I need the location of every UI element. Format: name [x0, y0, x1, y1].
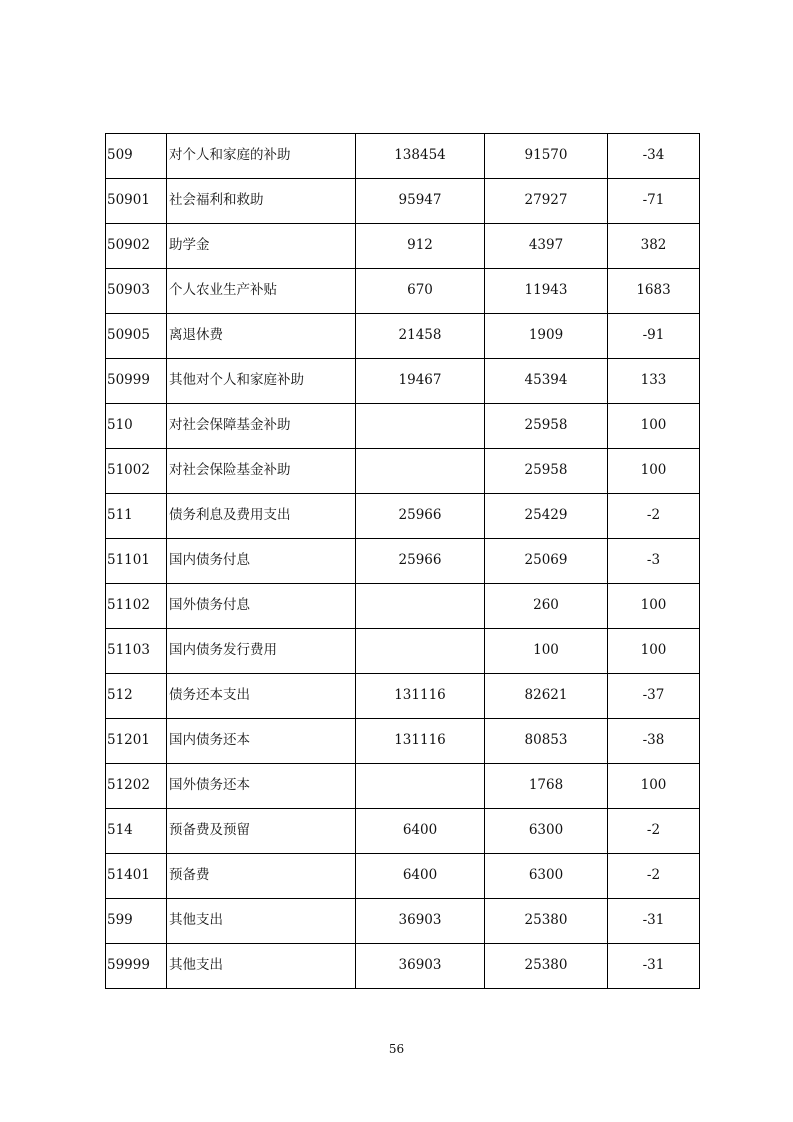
- cell-code: 51102: [106, 584, 167, 629]
- cell-change: -91: [608, 314, 700, 359]
- table-row: [106, 584, 700, 629]
- cell-value-2: 91570: [485, 134, 608, 179]
- cell-value-1: [356, 584, 485, 629]
- table-row: [106, 629, 700, 674]
- cell-change: -71: [608, 179, 700, 224]
- cell-value-2: 80853: [485, 719, 608, 764]
- cell-code: 51002: [106, 449, 167, 494]
- cell-value-2: 25429: [485, 494, 608, 539]
- cell-name: 社会福利和救助: [167, 179, 356, 224]
- cell-name: 助学金: [167, 224, 356, 269]
- budget-table: [105, 133, 700, 989]
- table-row: [106, 314, 700, 359]
- table-row: [106, 404, 700, 449]
- cell-change: 133: [608, 359, 700, 404]
- table-row: [106, 359, 700, 404]
- cell-code: 509: [106, 134, 167, 179]
- cell-change: -37: [608, 674, 700, 719]
- cell-change: -2: [608, 494, 700, 539]
- cell-value-1: [356, 404, 485, 449]
- cell-value-1: 670: [356, 269, 485, 314]
- table-row: [106, 134, 700, 179]
- cell-value-2: 6300: [485, 854, 608, 899]
- cell-code: 50903: [106, 269, 167, 314]
- cell-value-2: 25380: [485, 899, 608, 944]
- table-row: [106, 539, 700, 584]
- table-row: [106, 944, 700, 989]
- cell-code: 51401: [106, 854, 167, 899]
- cell-value-1: 36903: [356, 899, 485, 944]
- cell-value-2: 25958: [485, 449, 608, 494]
- cell-value-1: 36903: [356, 944, 485, 989]
- cell-value-2: 27927: [485, 179, 608, 224]
- cell-code: 51201: [106, 719, 167, 764]
- cell-value-2: 82621: [485, 674, 608, 719]
- table-row: [106, 179, 700, 224]
- cell-code: 599: [106, 899, 167, 944]
- cell-name: 债务还本支出: [167, 674, 356, 719]
- table-row: [106, 764, 700, 809]
- cell-value-1: 138454: [356, 134, 485, 179]
- table-row: [106, 449, 700, 494]
- cell-change: -38: [608, 719, 700, 764]
- table-row: [106, 674, 700, 719]
- cell-code: 50905: [106, 314, 167, 359]
- cell-value-2: 100: [485, 629, 608, 674]
- cell-code: 510: [106, 404, 167, 449]
- cell-value-1: [356, 764, 485, 809]
- cell-value-1: 25966: [356, 494, 485, 539]
- cell-value-1: 131116: [356, 674, 485, 719]
- cell-name: 预备费及预留: [167, 809, 356, 854]
- cell-name: 其他支出: [167, 944, 356, 989]
- cell-name: 预备费: [167, 854, 356, 899]
- cell-change: -34: [608, 134, 700, 179]
- cell-change: 100: [608, 404, 700, 449]
- cell-value-2: 25380: [485, 944, 608, 989]
- table-row: [106, 719, 700, 764]
- cell-change: 100: [608, 584, 700, 629]
- cell-code: 511: [106, 494, 167, 539]
- cell-code: 59999: [106, 944, 167, 989]
- cell-name: 对个人和家庭的补助: [167, 134, 356, 179]
- cell-change: -31: [608, 899, 700, 944]
- cell-name: 其他对个人和家庭补助: [167, 359, 356, 404]
- cell-change: -2: [608, 809, 700, 854]
- cell-value-2: 260: [485, 584, 608, 629]
- cell-name: 国内债务还本: [167, 719, 356, 764]
- cell-code: 51103: [106, 629, 167, 674]
- cell-change: -2: [608, 854, 700, 899]
- cell-name: 其他支出: [167, 899, 356, 944]
- cell-change: 100: [608, 449, 700, 494]
- cell-value-2: 11943: [485, 269, 608, 314]
- cell-value-2: 4397: [485, 224, 608, 269]
- cell-name: 对社会保险基金补助: [167, 449, 356, 494]
- cell-value-2: 1768: [485, 764, 608, 809]
- cell-value-1: 21458: [356, 314, 485, 359]
- cell-value-1: 95947: [356, 179, 485, 224]
- cell-change: 100: [608, 764, 700, 809]
- table-body: [106, 134, 700, 989]
- cell-value-2: 6300: [485, 809, 608, 854]
- cell-code: 50902: [106, 224, 167, 269]
- table-row: [106, 224, 700, 269]
- cell-change: -31: [608, 944, 700, 989]
- cell-name: 债务利息及费用支出: [167, 494, 356, 539]
- table-row: [106, 899, 700, 944]
- cell-value-2: 1909: [485, 314, 608, 359]
- table-row: [106, 269, 700, 314]
- cell-code: 50999: [106, 359, 167, 404]
- cell-value-2: 25958: [485, 404, 608, 449]
- cell-code: 514: [106, 809, 167, 854]
- cell-value-1: [356, 449, 485, 494]
- cell-name: 离退休费: [167, 314, 356, 359]
- cell-name: 国内债务发行费用: [167, 629, 356, 674]
- cell-value-1: 6400: [356, 854, 485, 899]
- cell-code: 512: [106, 674, 167, 719]
- cell-name: 国外债务还本: [167, 764, 356, 809]
- cell-value-1: 25966: [356, 539, 485, 584]
- cell-value-2: 45394: [485, 359, 608, 404]
- cell-change: -3: [608, 539, 700, 584]
- cell-code: 51101: [106, 539, 167, 584]
- cell-name: 国外债务付息: [167, 584, 356, 629]
- cell-name: 个人农业生产补贴: [167, 269, 356, 314]
- cell-value-2: 25069: [485, 539, 608, 584]
- table-row: [106, 854, 700, 899]
- cell-value-1: 912: [356, 224, 485, 269]
- table-row: [106, 494, 700, 539]
- cell-value-1: 19467: [356, 359, 485, 404]
- cell-value-1: 131116: [356, 719, 485, 764]
- page-number: 56: [388, 1042, 405, 1056]
- cell-value-1: 6400: [356, 809, 485, 854]
- cell-name: 对社会保障基金补助: [167, 404, 356, 449]
- cell-code: 50901: [106, 179, 167, 224]
- cell-value-1: [356, 629, 485, 674]
- cell-change: 1683: [608, 269, 700, 314]
- cell-change: 100: [608, 629, 700, 674]
- cell-name: 国内债务付息: [167, 539, 356, 584]
- cell-code: 51202: [106, 764, 167, 809]
- cell-change: 382: [608, 224, 700, 269]
- table-row: [106, 809, 700, 854]
